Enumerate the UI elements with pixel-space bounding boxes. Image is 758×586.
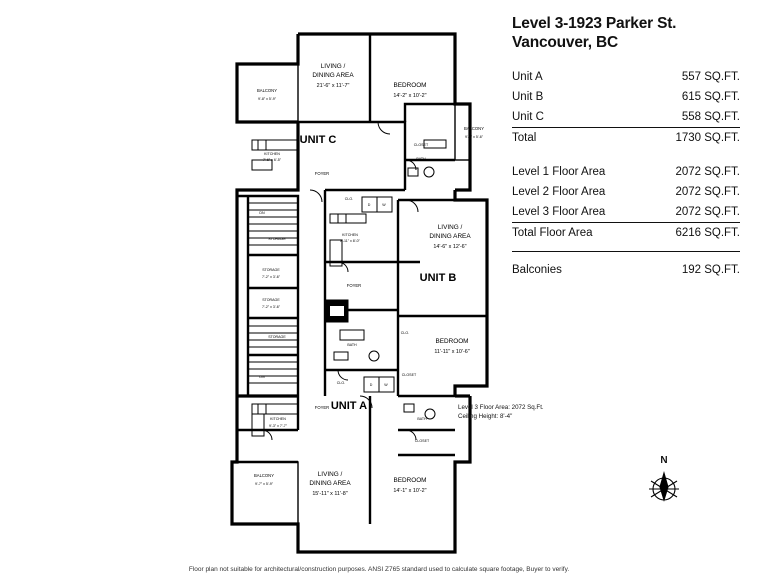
svg-text:STORAGE: STORAGE (262, 298, 280, 302)
level-3-value: 2072 SQ.FT. (647, 202, 740, 223)
svg-text:FOYER: FOYER (314, 171, 330, 176)
table-row (512, 87, 740, 107)
spacer-row (512, 243, 740, 252)
svg-text:LIVING /: LIVING / (437, 224, 463, 231)
svg-text:CLO.: CLO. (336, 381, 346, 385)
svg-text:CLOSET: CLOSET (413, 143, 429, 147)
spacer-row (512, 251, 740, 260)
svg-text:CLOSET: CLOSET (401, 373, 417, 377)
total-floor-area-value: 6216 SQ.FT. (675, 226, 740, 239)
plan-note-line1: Level 3 Floor Area: 2072 Sq.Ft. (458, 404, 544, 411)
svg-text:8'-11" x 8'-0": 8'-11" x 8'-0" (340, 239, 360, 243)
level-1-value: 2072 SQ.FT. (675, 165, 740, 178)
svg-text:KITCHEN: KITCHEN (264, 152, 280, 156)
table-row (512, 107, 740, 128)
svg-text:D: D (367, 203, 371, 207)
unit-c-value: 558 SQ.FT. (647, 107, 740, 128)
svg-text:DN: DN (259, 211, 265, 215)
unit-c-label: Unit C (512, 107, 647, 128)
svg-text:UNIT A: UNIT A (330, 400, 368, 412)
svg-text:14'-2" x 10'-2": 14'-2" x 10'-2" (393, 93, 427, 99)
units-total-label: Total (512, 131, 537, 144)
svg-text:21'-6" x 11'-7": 21'-6" x 11'-7" (316, 83, 350, 89)
svg-text:FOYER: FOYER (314, 405, 330, 410)
table-row (512, 182, 740, 202)
svg-text:LIVING /: LIVING / (317, 471, 343, 478)
svg-text:KITCHEN: KITCHEN (342, 233, 358, 237)
table-row (512, 222, 740, 243)
svg-text:15'-11" x 11'-8": 15'-11" x 11'-8" (312, 491, 348, 497)
compass-rose (634, 455, 694, 515)
svg-text:11'-11" x 10'-6": 11'-11" x 10'-6" (434, 349, 470, 355)
svg-text:7'-6" x 6'-5": 7'-6" x 6'-5" (262, 158, 282, 162)
page-title (512, 14, 740, 53)
svg-text:W: W (384, 383, 388, 387)
svg-text:DINING AREA: DINING AREA (309, 480, 351, 487)
info-panel (512, 14, 740, 280)
svg-text:BATH: BATH (416, 157, 426, 161)
title-line-1: Level 3-1923 Parker St. (512, 15, 677, 32)
svg-text:FOYER: FOYER (346, 283, 362, 288)
svg-text:LIVING /: LIVING / (320, 63, 346, 70)
svg-text:KITCHEN: KITCHEN (270, 417, 286, 421)
svg-text:BATH: BATH (417, 417, 427, 421)
spacer-row (512, 148, 740, 162)
total-floor-area-label: Total Floor Area (512, 226, 593, 239)
svg-text:14'-6" x 12'-6": 14'-6" x 12'-6" (433, 244, 467, 250)
svg-text:9'-8" x 5'-9": 9'-8" x 5'-9" (257, 97, 277, 101)
svg-text:7'-2" x 3'-6": 7'-2" x 3'-6" (261, 305, 281, 309)
svg-text:BALCONY: BALCONY (253, 473, 275, 478)
svg-text:STORAGE: STORAGE (268, 335, 286, 339)
svg-text:W: W (382, 203, 386, 207)
plan-note (458, 404, 544, 422)
svg-text:BALCONY: BALCONY (256, 88, 278, 93)
svg-text:D: D (369, 383, 373, 387)
title-line-2: Vancouver, BC (512, 34, 618, 52)
svg-text:CLO.: CLO. (400, 331, 410, 335)
svg-text:9'-5" x 5'-6": 9'-5" x 5'-6" (464, 135, 484, 139)
svg-text:14'-1" x 10'-2": 14'-1" x 10'-2" (393, 488, 427, 494)
svg-text:7'-2" x 3'-6": 7'-2" x 3'-6" (261, 275, 281, 279)
balconies-label: Balconies (512, 263, 562, 276)
level-1-label: Level 1 Floor Area (512, 165, 606, 178)
svg-text:CLO.: CLO. (344, 197, 354, 201)
unit-b-label: Unit B (512, 90, 544, 103)
area-summary-table (512, 67, 740, 280)
compass-north-label: N (660, 455, 668, 466)
svg-text:CLOSET: CLOSET (414, 439, 430, 443)
table-row (512, 127, 740, 148)
disclaimer-text: Floor plan not suitable for architectural/construction purposes. ANSI Z765 standard used to calculate square footage, Buyer to verify. (188, 566, 570, 573)
compass-icon (641, 467, 687, 507)
svg-text:UNIT B: UNIT B (419, 272, 457, 284)
level-2-value: 2072 SQ.FT. (675, 185, 740, 198)
unit-b-value: 615 SQ.FT. (681, 90, 740, 103)
unit-a-label: Unit A (512, 70, 543, 83)
svg-text:UNIT C: UNIT C (299, 134, 337, 146)
svg-text:DN: DN (259, 375, 265, 379)
svg-text:BALCONY: BALCONY (463, 126, 485, 131)
svg-text:BEDROOM: BEDROOM (393, 82, 427, 89)
svg-text:DINING AREA: DINING AREA (429, 233, 471, 240)
svg-text:STORAGE: STORAGE (262, 268, 280, 272)
level-2-label: Level 2 Floor Area (512, 185, 606, 198)
svg-text:BATH: BATH (347, 343, 357, 347)
level-3-label: Level 3 Floor Area (512, 202, 647, 223)
svg-text:DINING AREA: DINING AREA (312, 72, 354, 79)
table-row (512, 260, 740, 280)
plan-note-line2: Ceiling Height: 8'-4" (458, 412, 513, 420)
svg-text:BEDROOM: BEDROOM (393, 477, 427, 484)
table-row (512, 162, 740, 182)
svg-text:9'-3" x 7'-7": 9'-3" x 7'-7" (268, 424, 288, 428)
svg-text:9'-7" x 5'-9": 9'-7" x 5'-9" (254, 482, 274, 486)
table-row (512, 202, 740, 223)
balconies-value: 192 SQ.FT. (681, 263, 740, 276)
unit-a-value: 557 SQ.FT. (681, 70, 740, 83)
svg-text:BEDROOM: BEDROOM (435, 338, 469, 345)
table-row (512, 67, 740, 87)
svg-text:STORAGE: STORAGE (268, 237, 286, 241)
units-total-value: 1730 SQ.FT. (675, 131, 740, 144)
